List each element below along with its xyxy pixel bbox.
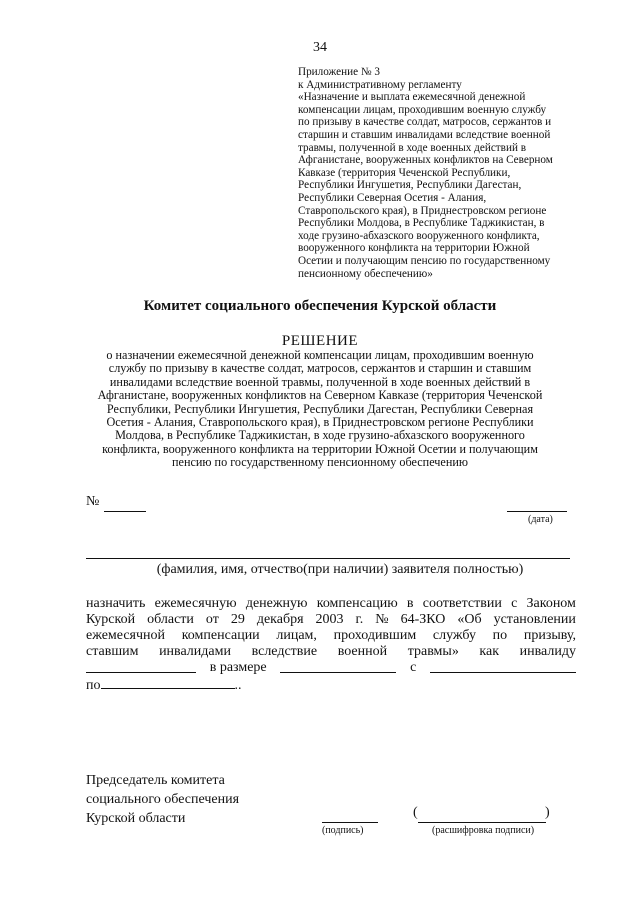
signature-label: (подпись) xyxy=(322,825,364,836)
appendix-line-3: «Назначение и выплата ежемесячной денежной xyxy=(298,91,526,104)
body-word: 2003 xyxy=(315,612,344,627)
decision-subject xyxy=(70,349,570,470)
decode-open-paren: ( xyxy=(413,805,418,820)
applicant-name-line[interactable] xyxy=(86,558,570,559)
body-word: соответствии xyxy=(422,596,502,611)
body-word: установлении xyxy=(493,612,576,627)
decision-body xyxy=(86,596,576,694)
number-label: № xyxy=(86,494,100,509)
body-word: компенсации xyxy=(181,628,260,643)
number-field-line[interactable] xyxy=(104,511,146,512)
decision-subject-line-9: пенсию по государственному пенсионному обеспечению xyxy=(172,455,468,470)
decision-subject-line-8: конфликта, вооруженного конфликта на территории Южной Осетии и получающим xyxy=(102,441,538,456)
signature-decode-field-line[interactable] xyxy=(418,822,546,823)
appendix-line-4: компенсации лицам, проходившим военную службу xyxy=(298,103,547,116)
body-word: области xyxy=(147,612,194,627)
body-word: денежную xyxy=(245,596,308,611)
body-line-1 xyxy=(86,596,576,612)
signature-decode-label: (расшифровка подписи) xyxy=(432,825,535,836)
committee-name: Комитет социального обеспечения Курской области xyxy=(143,298,497,314)
decision-subject-line-3: инвалидами вследствие военной травмы, полученной в ходе военных действий в xyxy=(109,374,531,389)
body-word: декабря xyxy=(256,612,304,627)
body-word: как xyxy=(479,644,500,659)
signer-title-line-3: Курской области xyxy=(86,811,186,826)
body-word: Курской xyxy=(86,612,136,627)
from-word: с xyxy=(410,660,417,675)
body-word: компенсацию xyxy=(316,596,398,611)
body-word: ежемесячной xyxy=(86,628,166,643)
signature-block xyxy=(86,771,239,828)
amount-blank[interactable] xyxy=(280,660,396,673)
appendix-line-16: Осетии и получающим пенсию по государственному xyxy=(298,254,551,267)
body-word: проходившим xyxy=(333,628,417,643)
appendix-line-10: Республики Ингушетия, Республики Дагестан, xyxy=(298,179,522,192)
body-word: травмы» xyxy=(407,644,459,659)
body-word: «Об xyxy=(457,612,482,627)
body-word: службу xyxy=(432,628,476,643)
trailing-dots: .. xyxy=(234,678,242,693)
appendix-line-7: травмы, полученной в ходе военных действий в xyxy=(298,141,527,154)
from-date-blank[interactable] xyxy=(430,660,576,673)
body-word: № xyxy=(375,612,389,627)
applicant-name-caption: (фамилия, имя, отчество(при наличии) заявителя полностью) xyxy=(156,562,524,577)
body-word: 29 xyxy=(230,612,245,627)
body-word: 64-ЗКО xyxy=(400,612,446,627)
appendix-line-1: Приложение № 3 xyxy=(298,66,380,78)
decision-title: РЕШЕНИЕ xyxy=(281,333,359,349)
body-word: инвалиду xyxy=(519,644,576,659)
body-word: г. xyxy=(355,612,364,627)
decision-subject-line-5: Республики, Республики Ингушетия, Республики Дагестан, Республики Северная xyxy=(106,401,534,416)
appendix-line-2: к Административному регламенту xyxy=(298,78,462,91)
body-word: назначить xyxy=(86,596,146,611)
disability-group-blank[interactable] xyxy=(86,660,196,673)
appendix-line-11: Республики Северная Осетия - Алания, xyxy=(298,191,487,204)
body-word: в xyxy=(406,596,414,611)
signer-title-line-1: Председатель комитета xyxy=(86,773,225,788)
body-word: ежемесячную xyxy=(154,596,237,611)
body-word: по xyxy=(492,628,508,643)
size-word: в размере xyxy=(209,660,267,675)
to-word: по xyxy=(86,678,101,693)
appendix-line-13: Республики Молдова, в Республике Таджикистан, в xyxy=(298,217,545,230)
appendix-line-8: Афганистане, вооруженных конфликтов на Северном xyxy=(298,154,553,167)
appendix-line-12: Ставропольского края), в Приднестровском регионе xyxy=(298,204,547,217)
body-line-2 xyxy=(86,612,576,628)
signer-title-line-2: социального обеспечения xyxy=(86,792,240,807)
body-word: вследствие xyxy=(251,644,318,659)
appendix-line-14: ходе грузино-абхазского вооруженного конфликта, xyxy=(298,229,540,242)
body-word: с xyxy=(511,596,518,611)
appendix-line-6: старшин и ставшим инвалидами вследствие военной xyxy=(298,128,551,141)
body-line-4 xyxy=(86,644,576,660)
decision-subject-line-2: службу по призыву в качестве солдат, матросов, сержантов и старшин и ставшим xyxy=(108,361,532,376)
decision-subject-line-4: Афганистане, вооруженных конфликтов на Северном Кавказе (территория Чеченской xyxy=(97,388,543,403)
decision-subject-line-7: Молдова, в Республике Таджикистан, в ходе грузино-абхазского вооруженного xyxy=(115,428,525,443)
to-date-blank[interactable] xyxy=(101,676,235,689)
body-word: лицам, xyxy=(276,628,317,643)
signature-field-line[interactable] xyxy=(322,822,378,823)
body-word: ставшим xyxy=(86,644,139,659)
decode-close-paren: ) xyxy=(545,805,550,820)
body-word: Законом xyxy=(526,596,576,611)
appendix-header xyxy=(298,66,583,280)
body-line-5 xyxy=(86,660,576,676)
decision-subject-line-1: о назначении ежемесячной денежной компенсации лицам, проходившим военную xyxy=(106,348,534,362)
decision-subject-line-6: Осетия - Алания, Ставропольского края), в Приднестровском регионе Республики xyxy=(106,415,534,430)
body-line-6 xyxy=(86,676,576,694)
body-word: инвалидами xyxy=(159,644,231,659)
appendix-line-5: по призыву в качестве солдат, матросов, сержантов и xyxy=(298,116,552,129)
date-field-line[interactable] xyxy=(507,511,567,512)
appendix-line-17: пенсионному обеспечению» xyxy=(298,267,433,280)
body-word: призыву, xyxy=(523,628,576,643)
date-label: (дата) xyxy=(528,514,553,525)
appendix-line-15: вооруженного конфликта на территории Южной xyxy=(298,242,530,255)
appendix-line-9: Кавказе (территория Чеченской Республики, xyxy=(298,166,511,179)
body-word: от xyxy=(205,612,219,627)
page-number: 34 xyxy=(313,40,327,55)
body-word: военной xyxy=(337,644,388,659)
body-line-3 xyxy=(86,628,576,644)
